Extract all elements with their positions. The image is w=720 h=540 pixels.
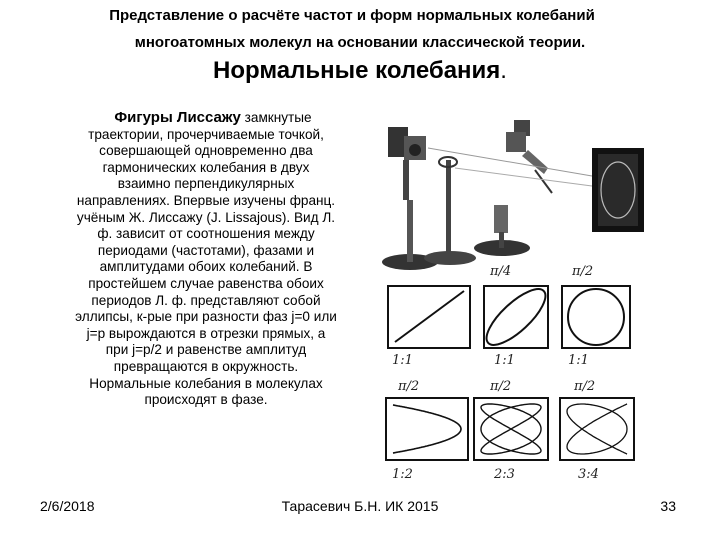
lissajous-curve-2-3 [481, 404, 541, 454]
lissajous-curve-ellipse [479, 281, 554, 353]
body-line: эллипсы, к-рые при разности фаз j=0 или [75, 309, 337, 325]
footer-date: 2/6/2018 [40, 498, 95, 514]
body-line: учёным Ж. Лиссажу (J. Lissajous). Вид Л. [76, 209, 336, 225]
lissajous-row-1 [388, 281, 630, 353]
ratio-label-r2-3: 3:4 [578, 467, 599, 482]
lissajous-apparatus-illustration [382, 120, 644, 270]
body-line: периодами (частотами), фазами и [97, 242, 315, 258]
body-line: амплитудами обоих колебаний. В [99, 259, 313, 275]
ratio-label-r2-1: 1:2 [392, 467, 413, 482]
lissajous-box-2-1 [386, 398, 468, 460]
slide-title-dot: . [500, 57, 507, 84]
header-line-1: Представление о расчёте частот и форм нормальных колебаний [109, 7, 595, 24]
body-line: траектории, прочерчиваемые точкой, [88, 126, 324, 142]
lissajous-row-2 [386, 398, 634, 460]
ratio-label-r1-1: 1:1 [392, 353, 413, 368]
lissajous-box-2-3 [560, 398, 634, 460]
body-line: периодов Л. ф. представляют собой [91, 292, 321, 308]
lissajous-curve-line [395, 291, 464, 342]
footer-page-number: 33 [660, 498, 676, 514]
body-lead-rest: замкнутые [244, 110, 312, 125]
slide-title-text: Нормальные колебания [213, 57, 501, 84]
ratio-label-r1-3: 1:1 [568, 353, 589, 368]
body-lead-term: Фигуры Лиссажу [114, 109, 241, 126]
body-line: простейшем случае равенства обоих [88, 275, 324, 291]
header-line-2: многоатомных молекул на основании классической теории. [134, 34, 586, 51]
body-line: превращаются в окружность. [113, 358, 299, 374]
body-line: при j=p/2 и равенстве амплитуд [105, 342, 307, 358]
body-line: гармонических колебания в двух [102, 159, 310, 175]
lissajous-box-1-2 [484, 286, 548, 348]
body-line: совершающей одновременно два [99, 143, 313, 159]
footer-author: Тарасевич Б.Н. ИК 2015 [281, 498, 439, 514]
phase-label-r2-3: π/2 [574, 379, 596, 394]
body-line: направлениях. Впервые изучены франц. [76, 192, 336, 208]
lissajous-box-1-3 [562, 286, 630, 348]
lissajous-curve-1-2 [393, 405, 461, 453]
body-line: ф. зависит от соотношения между [97, 226, 315, 242]
lissajous-curve-3-4 [567, 404, 627, 454]
phase-label-r2-2: π/2 [490, 379, 512, 394]
body-line: Нормальные колебания в молекулах [89, 375, 323, 391]
ratio-label-r1-2: 1:1 [494, 353, 515, 368]
phase-label-r2-1: π/2 [398, 379, 420, 394]
body-line: происходят в фазе. [144, 392, 268, 408]
body-line: взаимно перпендикулярных [117, 176, 295, 192]
phase-label-r1-1: π/4 [490, 264, 512, 279]
ratio-label-r2-2: 2:3 [494, 467, 515, 482]
lissajous-curve-circle [568, 289, 624, 345]
body-line: j=p вырождаются в отрезки прямых, а [86, 325, 326, 341]
phase-label-r1-2: π/2 [572, 264, 594, 279]
